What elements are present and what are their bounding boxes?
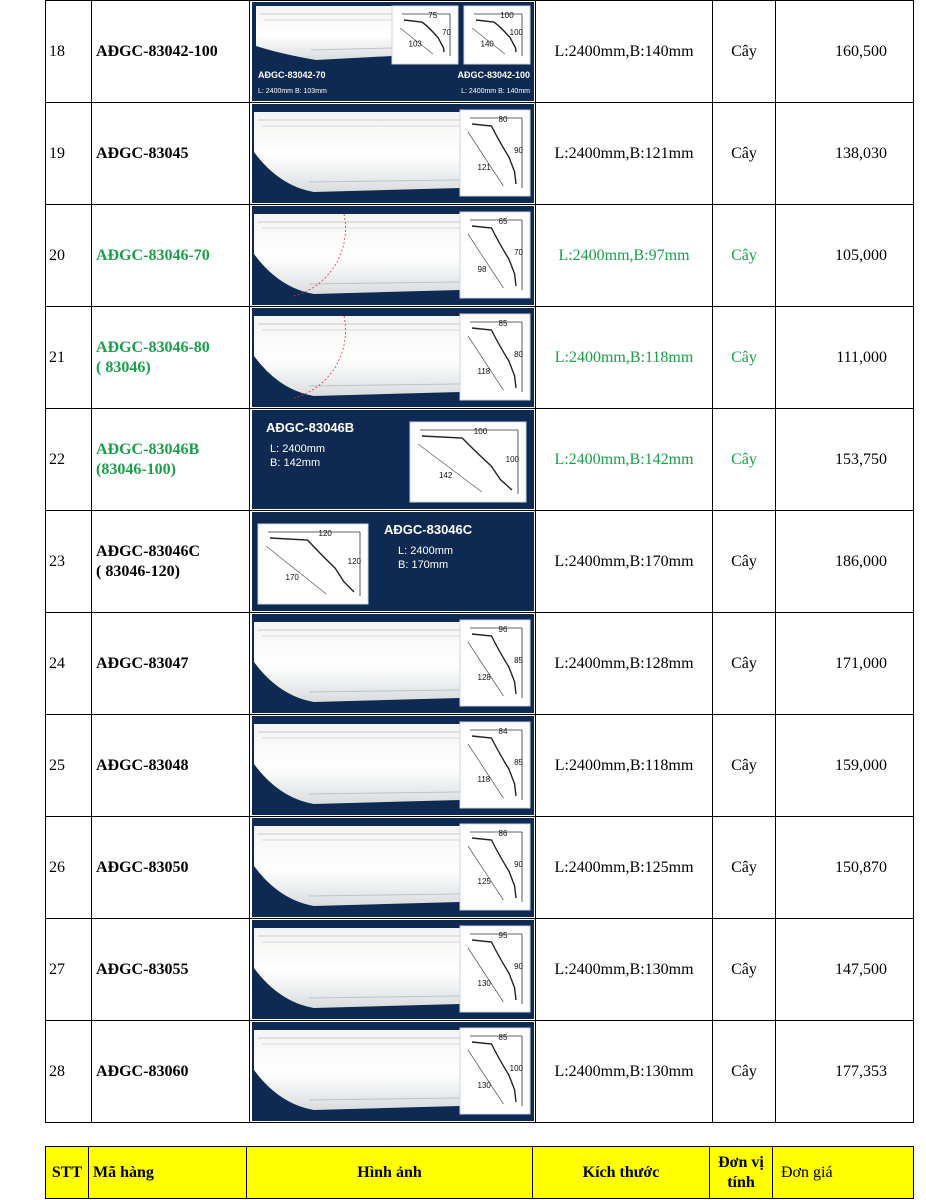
dimension-diag: 118	[477, 367, 490, 377]
row-code	[92, 817, 250, 919]
dimension-top: 84	[498, 727, 507, 736]
row-image	[250, 205, 536, 307]
dimension-side: 90	[513, 146, 523, 155]
product-code-alt: ( 83046-120)	[96, 562, 180, 580]
row-size: L:2400mm,B:130mm	[536, 1021, 713, 1123]
image-length: L: 2400mm	[269, 443, 325, 455]
dimension-side: 70	[441, 28, 451, 37]
profile-diagram	[460, 722, 530, 808]
row-unit: Cây	[713, 511, 776, 613]
dimension-top: 75	[427, 11, 437, 20]
moulding-photo	[254, 928, 460, 1008]
row-price: 186,000	[776, 511, 914, 613]
dimension-top: 86	[498, 829, 507, 838]
row-code	[92, 613, 250, 715]
product-image-svg	[252, 410, 534, 509]
row-unit: Cây	[713, 919, 776, 1021]
profile-diagram	[258, 524, 368, 604]
product-image	[252, 410, 534, 509]
product-image	[252, 206, 534, 305]
row-code	[92, 1, 250, 103]
row-size: L:2400mm,B:128mm	[536, 613, 713, 715]
dimension-diag: 103	[408, 39, 422, 49]
row-price: 105,000	[776, 205, 914, 307]
product-image-svg	[252, 614, 534, 713]
image-width: B: 142mm	[269, 457, 320, 469]
dimension-top: 120	[318, 529, 332, 538]
profile-diagram	[410, 422, 526, 502]
row-image	[250, 1021, 536, 1123]
row-image	[250, 1, 536, 103]
moulding-photo	[254, 1030, 460, 1110]
row-code	[92, 205, 250, 307]
image-label: AĐGC-83042-70	[257, 70, 326, 80]
dimension-side: 80	[513, 350, 523, 359]
dimension-diag: 140	[480, 39, 494, 49]
profile-diagram	[460, 212, 530, 298]
row-image	[250, 307, 536, 409]
product-table	[45, 0, 914, 1123]
row-price: 138,030	[776, 103, 914, 205]
moulding-photo	[254, 724, 460, 804]
dimension-diag: 130	[477, 979, 491, 989]
image-length: L: 2400mm	[397, 545, 453, 557]
row-stt: 20	[46, 205, 92, 307]
table-header	[45, 1146, 914, 1199]
profile-diagram	[392, 6, 458, 64]
row-stt: 22	[46, 409, 92, 511]
product-image	[252, 512, 534, 611]
header-unit-line2: tính	[727, 1173, 755, 1191]
table-row	[46, 817, 914, 919]
row-code	[92, 103, 250, 205]
product-image	[252, 716, 534, 815]
row-size: L:2400mm,B:118mm	[536, 307, 713, 409]
product-image	[252, 614, 534, 713]
row-unit: Cây	[713, 103, 776, 205]
product-image-svg	[252, 104, 534, 203]
row-size: L:2400mm,B:142mm	[536, 409, 713, 511]
row-stt: 21	[46, 307, 92, 409]
header-row	[46, 1147, 914, 1199]
product-image-svg	[252, 206, 534, 305]
row-image	[250, 817, 536, 919]
row-stt: 23	[46, 511, 92, 613]
row-unit: Cây	[713, 817, 776, 919]
row-image	[250, 409, 536, 511]
row-code	[92, 307, 250, 409]
table-row	[46, 409, 914, 511]
table-row	[46, 613, 914, 715]
dimension-top: 100	[473, 427, 487, 436]
header-image: Hình ảnh	[247, 1147, 533, 1199]
row-unit: Cây	[713, 1021, 776, 1123]
dimension-top: 100	[499, 11, 514, 20]
product-image-svg	[252, 1022, 534, 1121]
row-unit: Cây	[713, 613, 776, 715]
row-unit: Cây	[713, 409, 776, 511]
row-stt: 18	[46, 1, 92, 103]
row-size: L:2400mm,B:118mm	[536, 715, 713, 817]
dimension-side: 90	[513, 962, 523, 971]
table-row	[46, 205, 914, 307]
row-stt: 19	[46, 103, 92, 205]
table-row	[46, 1021, 914, 1123]
profile-diagram	[464, 6, 530, 64]
product-image-svg	[252, 716, 534, 815]
product-code-alt: ( 83046)	[96, 358, 151, 376]
product-image	[252, 1022, 534, 1121]
row-size: L:2400mm,B:170mm	[536, 511, 713, 613]
dimension-diag: 118	[477, 775, 490, 785]
product-code: AĐGC-83045	[96, 144, 189, 162]
product-rows	[46, 1, 914, 1123]
product-code: AĐGC-83048	[96, 756, 189, 774]
row-size: L:2400mm,B:97mm	[536, 205, 713, 307]
table-row	[46, 715, 914, 817]
product-code: AĐGC-83055	[96, 960, 189, 978]
product-image	[252, 2, 534, 101]
table-row	[46, 1, 914, 103]
product-code: AĐGC-83060	[96, 1062, 189, 1080]
image-title: AĐGC-83046B	[265, 420, 354, 435]
dimension-side: 85	[513, 758, 523, 767]
row-price: 171,000	[776, 613, 914, 715]
profile-diagram	[460, 926, 530, 1012]
product-image-svg	[252, 308, 534, 407]
dimension-top: 85	[498, 1033, 507, 1042]
dimension-top: 95	[498, 931, 507, 940]
row-unit: Cây	[713, 307, 776, 409]
table-row	[46, 919, 914, 1021]
product-code: AĐGC-83050	[96, 858, 189, 876]
product-image-svg	[252, 512, 534, 611]
dimension-top: 80	[498, 115, 507, 124]
row-size: L:2400mm,B:130mm	[536, 919, 713, 1021]
table-row	[46, 511, 914, 613]
row-price: 111,000	[776, 307, 914, 409]
profile-diagram	[460, 620, 530, 706]
row-stt: 26	[46, 817, 92, 919]
dimension-diag: 170	[285, 573, 299, 582]
row-image	[250, 919, 536, 1021]
image-sublabel: L: 2400mm B: 140mm	[460, 88, 530, 95]
row-image	[250, 613, 536, 715]
product-code: AĐGC-83042-100	[96, 42, 218, 60]
table-row	[46, 307, 914, 409]
row-price: 147,500	[776, 919, 914, 1021]
product-image	[252, 308, 534, 407]
row-stt: 28	[46, 1021, 92, 1123]
product-image-svg	[252, 2, 534, 101]
row-unit: Cây	[713, 1, 776, 103]
row-unit: Cây	[713, 205, 776, 307]
image-title: AĐGC-83046C	[383, 522, 472, 537]
row-code	[92, 1021, 250, 1123]
header-size: Kích thước	[533, 1147, 710, 1199]
row-code	[92, 919, 250, 1021]
row-price: 150,870	[776, 817, 914, 919]
dimension-top: 85	[498, 319, 507, 328]
moulding-photo	[254, 112, 460, 192]
row-price: 177,353	[776, 1021, 914, 1123]
moulding-photo	[254, 622, 460, 702]
dimension-side: 100	[509, 28, 523, 37]
product-code-alt: (83046-100)	[96, 460, 176, 478]
row-stt: 25	[46, 715, 92, 817]
row-size: L:2400mm,B:121mm	[536, 103, 713, 205]
dimension-side: 85	[513, 656, 523, 665]
dimension-side: 120	[347, 557, 361, 566]
row-code	[92, 511, 250, 613]
dimension-diag: 128	[477, 673, 491, 683]
dimension-top: 96	[498, 625, 507, 634]
product-image-svg	[252, 818, 534, 917]
header-unit-line1: Đơn vị	[718, 1153, 764, 1171]
row-size: L:2400mm,B:140mm	[536, 1, 713, 103]
dimension-side: 90	[513, 860, 523, 869]
image-width: B: 170mm	[397, 559, 448, 571]
image-sublabel: L: 2400mm B: 103mm	[257, 88, 327, 95]
row-size: L:2400mm,B:125mm	[536, 817, 713, 919]
profile-diagram	[460, 1028, 530, 1114]
product-code: AĐGC-83046-80	[96, 338, 210, 356]
dimension-diag: 125	[477, 877, 491, 887]
dimension-diag: 121	[477, 163, 491, 173]
profile-diagram	[460, 824, 530, 910]
product-code: AĐGC-83046-70	[96, 246, 210, 264]
profile-diagram	[460, 314, 530, 400]
dimension-side: 100	[509, 1064, 523, 1073]
row-image	[250, 511, 536, 613]
header-code: Mã hàng	[89, 1147, 247, 1199]
product-code: AĐGC-83047	[96, 654, 189, 672]
row-image	[250, 715, 536, 817]
header-price: Đơn giá	[773, 1147, 914, 1199]
row-price: 160,500	[776, 1, 914, 103]
row-price: 159,000	[776, 715, 914, 817]
dimension-top: 65	[498, 217, 507, 226]
profile-diagram	[460, 110, 530, 196]
header-unit	[710, 1147, 773, 1199]
dimension-side: 70	[513, 248, 523, 257]
table-row	[46, 103, 914, 205]
product-code: AĐGC-83046B	[96, 440, 200, 458]
row-price: 153,750	[776, 409, 914, 511]
row-code	[92, 409, 250, 511]
row-unit: Cây	[713, 715, 776, 817]
product-image	[252, 104, 534, 203]
dimension-diag: 142	[438, 471, 452, 480]
row-stt: 27	[46, 919, 92, 1021]
moulding-photo	[254, 826, 460, 906]
product-image	[252, 818, 534, 917]
row-code	[92, 715, 250, 817]
image-label: AĐGC-83042-100	[456, 70, 530, 80]
product-code: AĐGC-83046C	[96, 542, 200, 560]
dimension-diag: 98	[477, 265, 486, 275]
product-image-svg	[252, 920, 534, 1019]
dimension-diag: 130	[477, 1081, 491, 1091]
row-image	[250, 103, 536, 205]
dimension-side: 100	[505, 455, 519, 464]
row-stt: 24	[46, 613, 92, 715]
product-image	[252, 920, 534, 1019]
header-stt: STT	[46, 1147, 89, 1199]
